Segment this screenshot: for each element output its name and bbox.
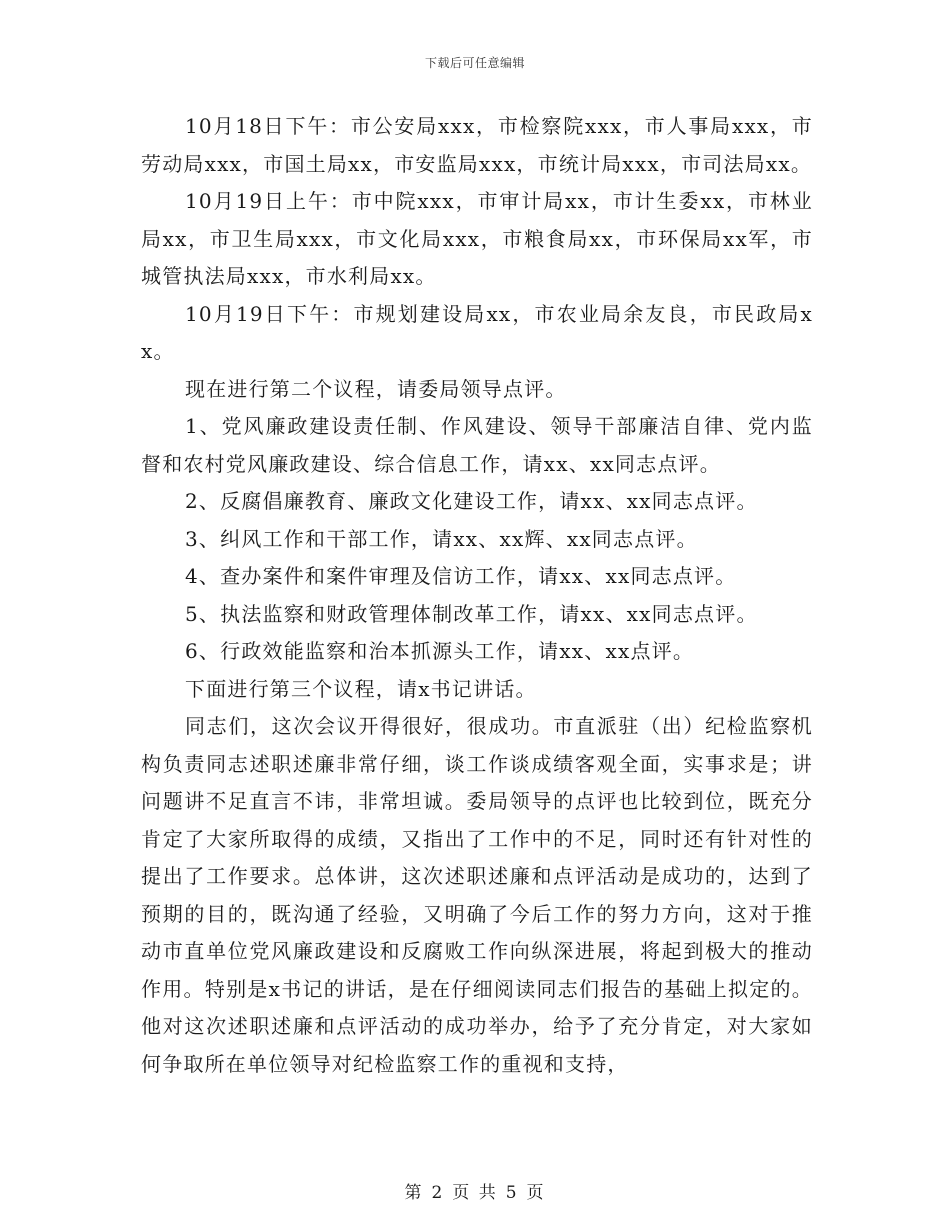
- footer-suffix: 页: [526, 1183, 546, 1203]
- agenda-two-intro: 现在进行第二个议程，请委局领导点评。: [185, 376, 567, 401]
- review-item-4: 4、查办案件和案件审理及信访工作，请xx、xx同志点评。: [185, 564, 737, 588]
- review-item-3: 3、纠风工作和干部工作，请xx、xx辉、xx同志点评。: [185, 526, 698, 551]
- schedule-paragraph-oct19-morning: 10月19日上午：市中院xxx，市审计局xx，市计生委xx，市林业局xx，市卫生局xxx，市文化局xxx，市粮食局xx，市环保局xx军，市城管执法局xxx，市水利局xx。: [141, 189, 813, 288]
- schedule-paragraph-oct18-afternoon: 10月18日下午：市公安局xxx，市检察院xxx，市人事局xxx，市劳动局xxx，市国土局xx，市安监局xxx，市统计局xxx，市司法局xx。: [141, 114, 813, 176]
- footer-page-number: 2: [431, 1183, 445, 1203]
- schedule-paragraph-oct19-afternoon: 10月19日下午：市规划建设局xx，市农业局余友良，市民政局xx。: [141, 301, 813, 363]
- document-body: [141, 108, 813, 1083]
- review-item-5: 5、执法监察和财政管理体制改革工作，请xx、xx同志点评。: [185, 601, 758, 626]
- footer-middle: 页 共: [452, 1183, 498, 1203]
- footer-prefix: 第: [404, 1183, 424, 1203]
- review-item-2: 2、反腐倡廉教育、廉政文化建设工作，请xx、xx同志点评。: [185, 489, 758, 513]
- page-header-note: 下载后可任意编辑: [424, 56, 525, 70]
- review-item-1: 1、党风廉政建设责任制、作风建设、领导干部廉洁自律、党内监督和农村党风廉政建设、综合信息工作，请xx、xx同志点评。: [141, 414, 813, 476]
- footer-total-pages: 5: [505, 1183, 519, 1203]
- review-item-6: 6、行政效能监察和治本抓源头工作，请xx、xx点评。: [185, 639, 695, 663]
- agenda-three-intro: 下面进行第三个议程，请x书记讲话。: [185, 676, 537, 701]
- page-footer: [0, 1178, 950, 1203]
- closing-remarks-paragraph: 同志们，这次会议开得很好，很成功。市直派驻（出）纪检监察机构负责同志述职述廉非常仔细，谈工作谈成绩客观全面，实事求是；讲问题讲不足直言不讳，非常坦诚。委局领导的点评也比较到位，既充分肯定了大家所取得的成绩，又指出了工作中的不足，同时还有针对性的提出了工作要求。总体讲，这次述职述廉和点评活动是成功的，达到了预期的目的，既沟通了经验，又明确了今后工作的努力方向，这对于推动市直单位党风廉政建设和反腐败工作向纵深进展，将起到极大的推动作用。特别是x书记的讲话，是在仔细阅读同志们报告的基础上拟定的。他对这次述职述廉和点评活动的成功举办，给予了充分肯定，对大家如何争取所在单位领导对纪检监察工作的重视和支持，: [141, 714, 813, 1076]
